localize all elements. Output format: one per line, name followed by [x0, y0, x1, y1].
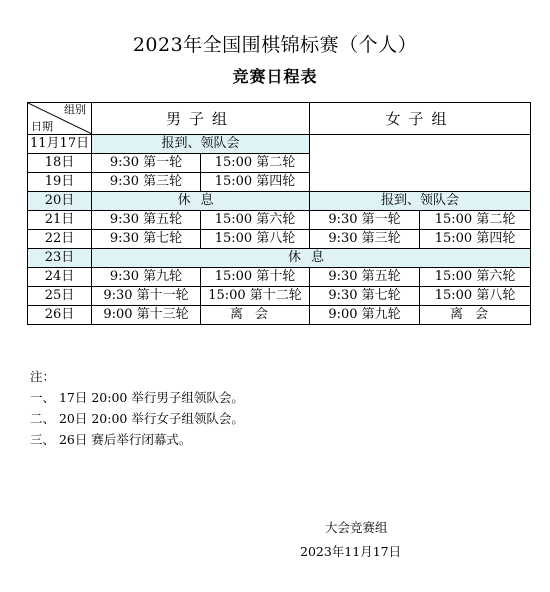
document-title: 2023年全国围棋锦标赛（个人） [132, 34, 418, 56]
male-afternoon-cell: 离会 [201, 306, 310, 325]
male-afternoon-cell: 15:00 第六轮 [201, 211, 310, 230]
table-row [28, 211, 531, 230]
signature-date: 2023年11月17日 [300, 544, 402, 559]
table-row [28, 192, 531, 211]
table-row [28, 135, 531, 154]
date-cell: 25日 [28, 287, 92, 306]
male-afternoon-cell: 15:00 第四轮 [201, 173, 310, 192]
male-schedule-cell: 报到、领队会 [92, 135, 310, 154]
note-item: 二、 20日 20:00 举行女子组领队会。 [30, 411, 244, 426]
table-row [28, 306, 531, 325]
table-row [28, 287, 531, 306]
female-morning-cell: 9:30 第三轮 [310, 230, 420, 249]
male-morning-cell: 9:00 第十三轮 [92, 306, 201, 325]
notes-heading: 注： [30, 369, 56, 384]
note-item: 一、 17日 20:00 举行男子组领队会。 [30, 390, 244, 405]
male-morning-cell: 9:30 第十一轮 [92, 287, 201, 306]
female-group-header: 女子组 [310, 103, 531, 135]
date-cell: 18日 [28, 154, 92, 173]
male-schedule-cell: 休息 [92, 192, 310, 211]
male-morning-cell: 9:30 第三轮 [92, 173, 201, 192]
female-morning-cell: 9:00 第九轮 [310, 306, 420, 325]
signature-org: 大会竞赛组 [325, 520, 388, 535]
date-cell: 19日 [28, 173, 92, 192]
schedule-table [27, 102, 531, 325]
signature-block [300, 516, 440, 564]
corner-group-label: 组别 [64, 103, 86, 116]
female-morning-cell: 9:30 第五轮 [310, 268, 420, 287]
female-afternoon-cell: 15:00 第四轮 [420, 230, 531, 249]
male-morning-cell: 9:30 第一轮 [92, 154, 201, 173]
female-morning-cell: 9:30 第七轮 [310, 287, 420, 306]
date-cell: 20日 [28, 192, 92, 211]
table-row [28, 268, 531, 287]
date-cell: 21日 [28, 211, 92, 230]
female-afternoon-cell: 15:00 第二轮 [420, 211, 531, 230]
female-empty-cell [310, 135, 531, 192]
date-cell: 11月17日 [28, 135, 92, 154]
date-cell: 24日 [28, 268, 92, 287]
table-row [28, 230, 531, 249]
female-afternoon-cell: 15:00 第六轮 [420, 268, 531, 287]
note-item: 三、 26日 赛后举行闭幕式。 [30, 432, 192, 447]
male-morning-cell: 9:30 第九轮 [92, 268, 201, 287]
date-cell: 23日 [28, 249, 92, 268]
table-row [28, 249, 531, 268]
female-afternoon-cell: 15:00 第八轮 [420, 287, 531, 306]
male-afternoon-cell: 15:00 第十二轮 [201, 287, 310, 306]
notes-section [30, 366, 244, 450]
male-afternoon-cell: 15:00 第二轮 [201, 154, 310, 173]
all-groups-rest-cell: 休息 [92, 249, 531, 268]
corner-header-cell [28, 103, 92, 135]
corner-date-label: 日期 [31, 120, 53, 133]
male-group-header: 男子组 [92, 103, 310, 135]
female-afternoon-cell: 离会 [420, 306, 531, 325]
female-schedule-cell: 报到、领队会 [310, 192, 531, 211]
date-cell: 22日 [28, 230, 92, 249]
male-morning-cell: 9:30 第七轮 [92, 230, 201, 249]
document-subtitle: 竞赛日程表 [232, 67, 318, 86]
male-afternoon-cell: 15:00 第八轮 [201, 230, 310, 249]
female-morning-cell: 9:30 第一轮 [310, 211, 420, 230]
male-afternoon-cell: 15:00 第十轮 [201, 268, 310, 287]
male-morning-cell: 9:30 第五轮 [92, 211, 201, 230]
table-header-row [28, 103, 531, 135]
date-cell: 26日 [28, 306, 92, 325]
